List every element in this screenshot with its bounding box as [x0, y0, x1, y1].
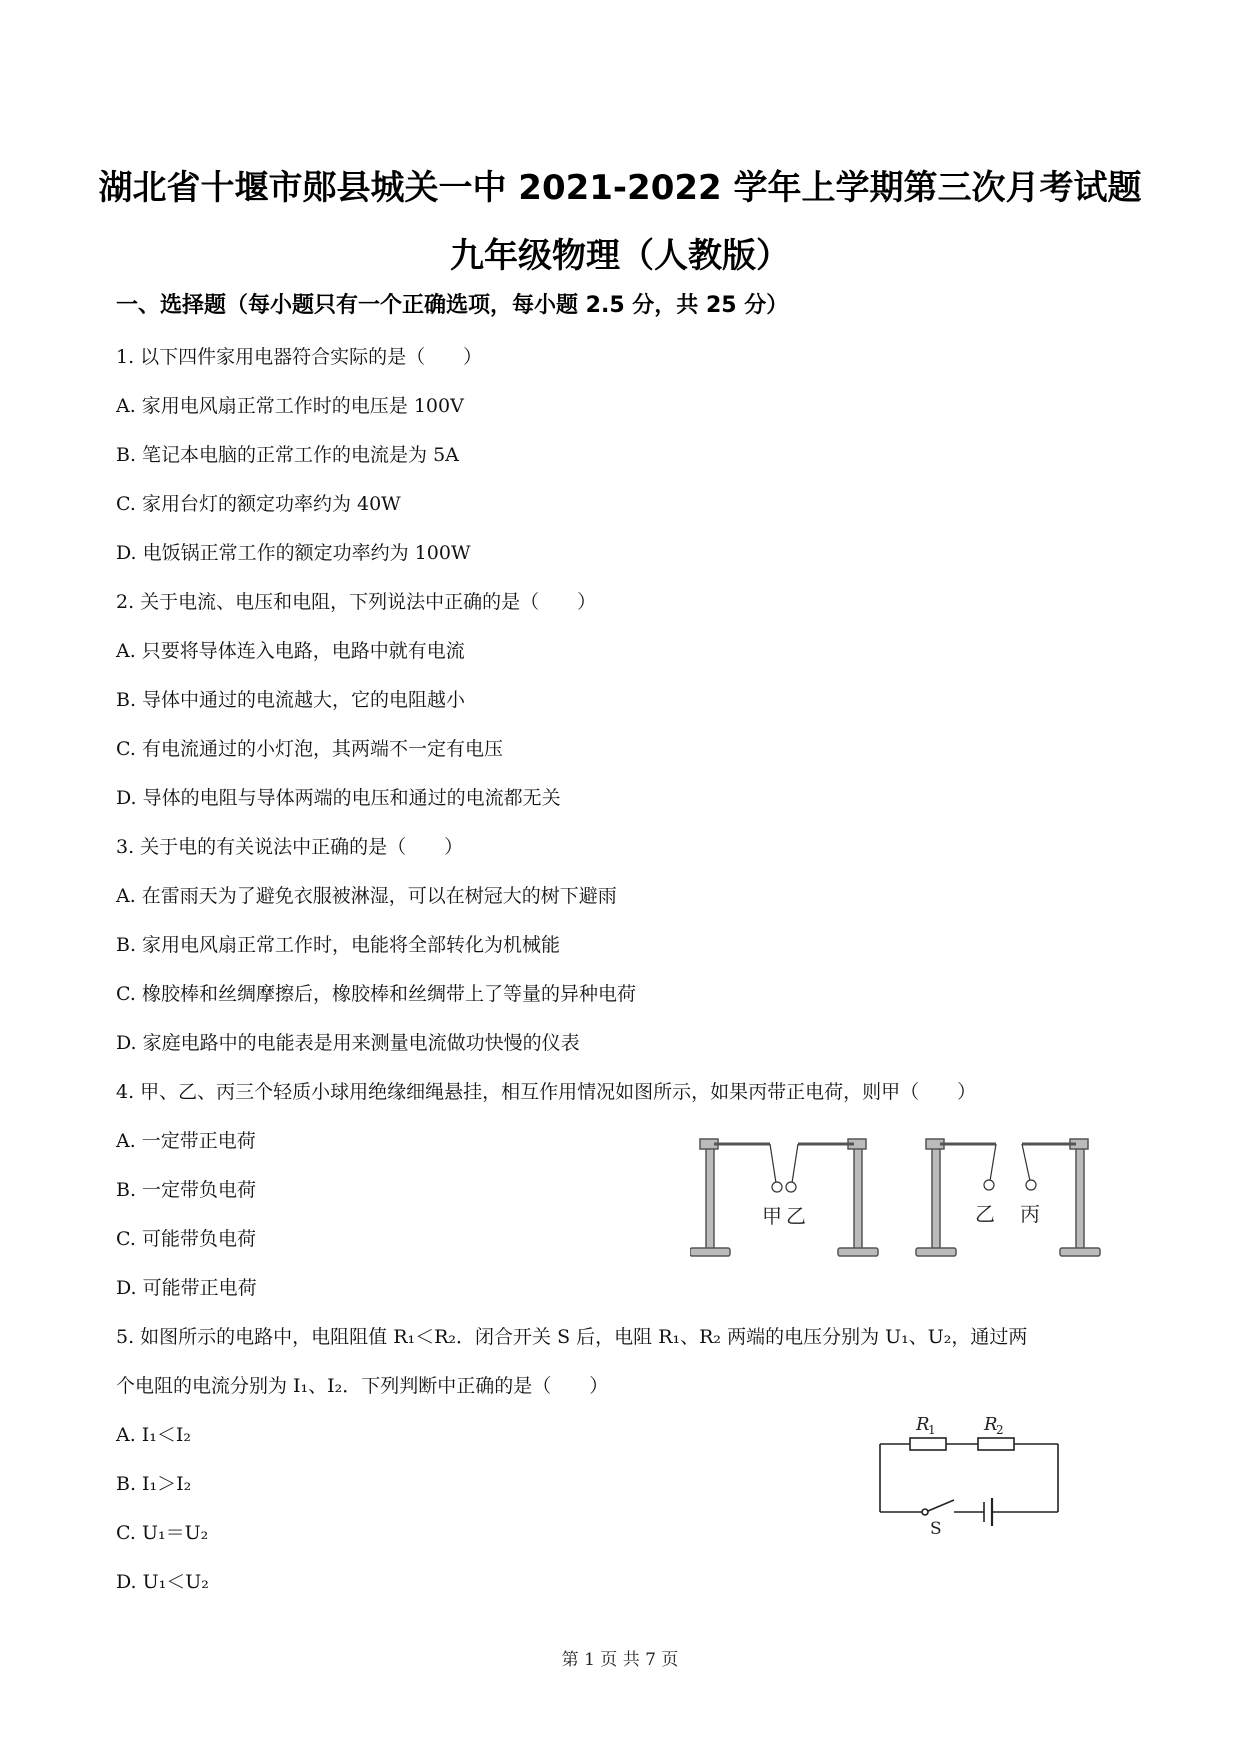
question-3-stem: 3. 关于电的有关说法中正确的是（ ）	[116, 836, 464, 858]
label-r1: R	[916, 1414, 930, 1435]
question-1-option-b: B. 笔记本电脑的正常工作的电流是为 5A	[116, 444, 459, 466]
question-4-option-d: D. 可能带正电荷	[116, 1277, 257, 1299]
question-4-stem: 4. 甲、乙、丙三个轻质小球用绝缘细绳悬挂，相互作用情况如图所示，如果丙带正电荷，则甲（ ）	[116, 1081, 977, 1103]
label-r2-sub: 2	[996, 1423, 1004, 1437]
label-r1-sub: 1	[928, 1423, 936, 1437]
title-line-1: 湖北省十堰市郧县城关一中 2021-2022 学年上学期第三次月考试题	[98, 168, 1142, 208]
question-5-option-c: C. U₁＝U₂	[116, 1522, 209, 1544]
charged-balls-figure	[690, 1135, 1110, 1265]
label-yi: 乙	[786, 1204, 806, 1228]
question-2-stem: 2. 关于电流、电压和电阻，下列说法中正确的是（ ）	[116, 591, 597, 613]
question-3-option-d: D. 家庭电路中的电能表是用来测量电流做功快慢的仪表	[116, 1032, 580, 1054]
question-1-option-d: D. 电饭锅正常工作的额定功率约为 100W	[116, 542, 471, 564]
question-1-option-c: C. 家用台灯的额定功率约为 40W	[116, 493, 401, 515]
question-3-option-b: B. 家用电风扇正常工作时，电能将全部转化为机械能	[116, 934, 561, 956]
page-footer: 第 1 页 共 7 页	[561, 1650, 679, 1670]
label-r2: R	[984, 1414, 998, 1435]
circuit-diagram	[870, 1408, 1070, 1538]
question-2-option-b: B. 导体中通过的电流越大，它的电阻越小	[116, 689, 466, 711]
question-2-option-d: D. 导体的电阻与导体两端的电压和通过的电流都无关	[116, 787, 561, 809]
question-4-option-b: B. 一定带负电荷	[116, 1179, 257, 1201]
label-switch: S	[930, 1519, 942, 1538]
question-5-stem-line-2: 个电阻的电流分别为 I₁、I₂．下列判断中正确的是（ ）	[116, 1375, 609, 1397]
question-1-option-a: A. 家用电风扇正常工作时的电压是 100V	[116, 395, 464, 417]
question-2-option-a: A. 只要将导体连入电路，电路中就有电流	[116, 640, 465, 662]
question-5-option-d: D. U₁＜U₂	[116, 1571, 209, 1593]
question-3-option-c: C. 橡胶棒和丝绸摩擦后，橡胶棒和丝绸带上了等量的异种电荷	[116, 983, 636, 1005]
question-4-option-a: A. 一定带正电荷	[116, 1130, 256, 1152]
section-heading: 一、选择题（每小题只有一个正确选项，每小题 2.5 分，共 25 分）	[116, 293, 789, 318]
question-4-option-c: C. 可能带负电荷	[116, 1228, 256, 1250]
question-5-option-b: B. I₁＞I₂	[116, 1473, 192, 1495]
question-1-stem: 1. 以下四件家用电器符合实际的是（ ）	[116, 346, 483, 368]
question-5-option-a: A. I₁＜I₂	[116, 1424, 192, 1446]
label-jia: 甲	[762, 1204, 782, 1228]
title-line-2: 九年级物理（人教版）	[450, 236, 790, 276]
question-2-option-c: C. 有电流通过的小灯泡，其两端不一定有电压	[116, 738, 503, 760]
question-5-stem-line-1: 5. 如图所示的电路中，电阻阻值 R₁＜R₂．闭合开关 S 后，电阻 R₁、R₂ 两端的电压分别为 U₁、U₂，通过两	[116, 1326, 1028, 1348]
label-bing: 丙	[1020, 1202, 1040, 1226]
label-yi-2: 乙	[975, 1202, 995, 1226]
question-3-option-a: A. 在雷雨天为了避免衣服被淋湿，可以在树冠大的树下避雨	[116, 885, 617, 907]
